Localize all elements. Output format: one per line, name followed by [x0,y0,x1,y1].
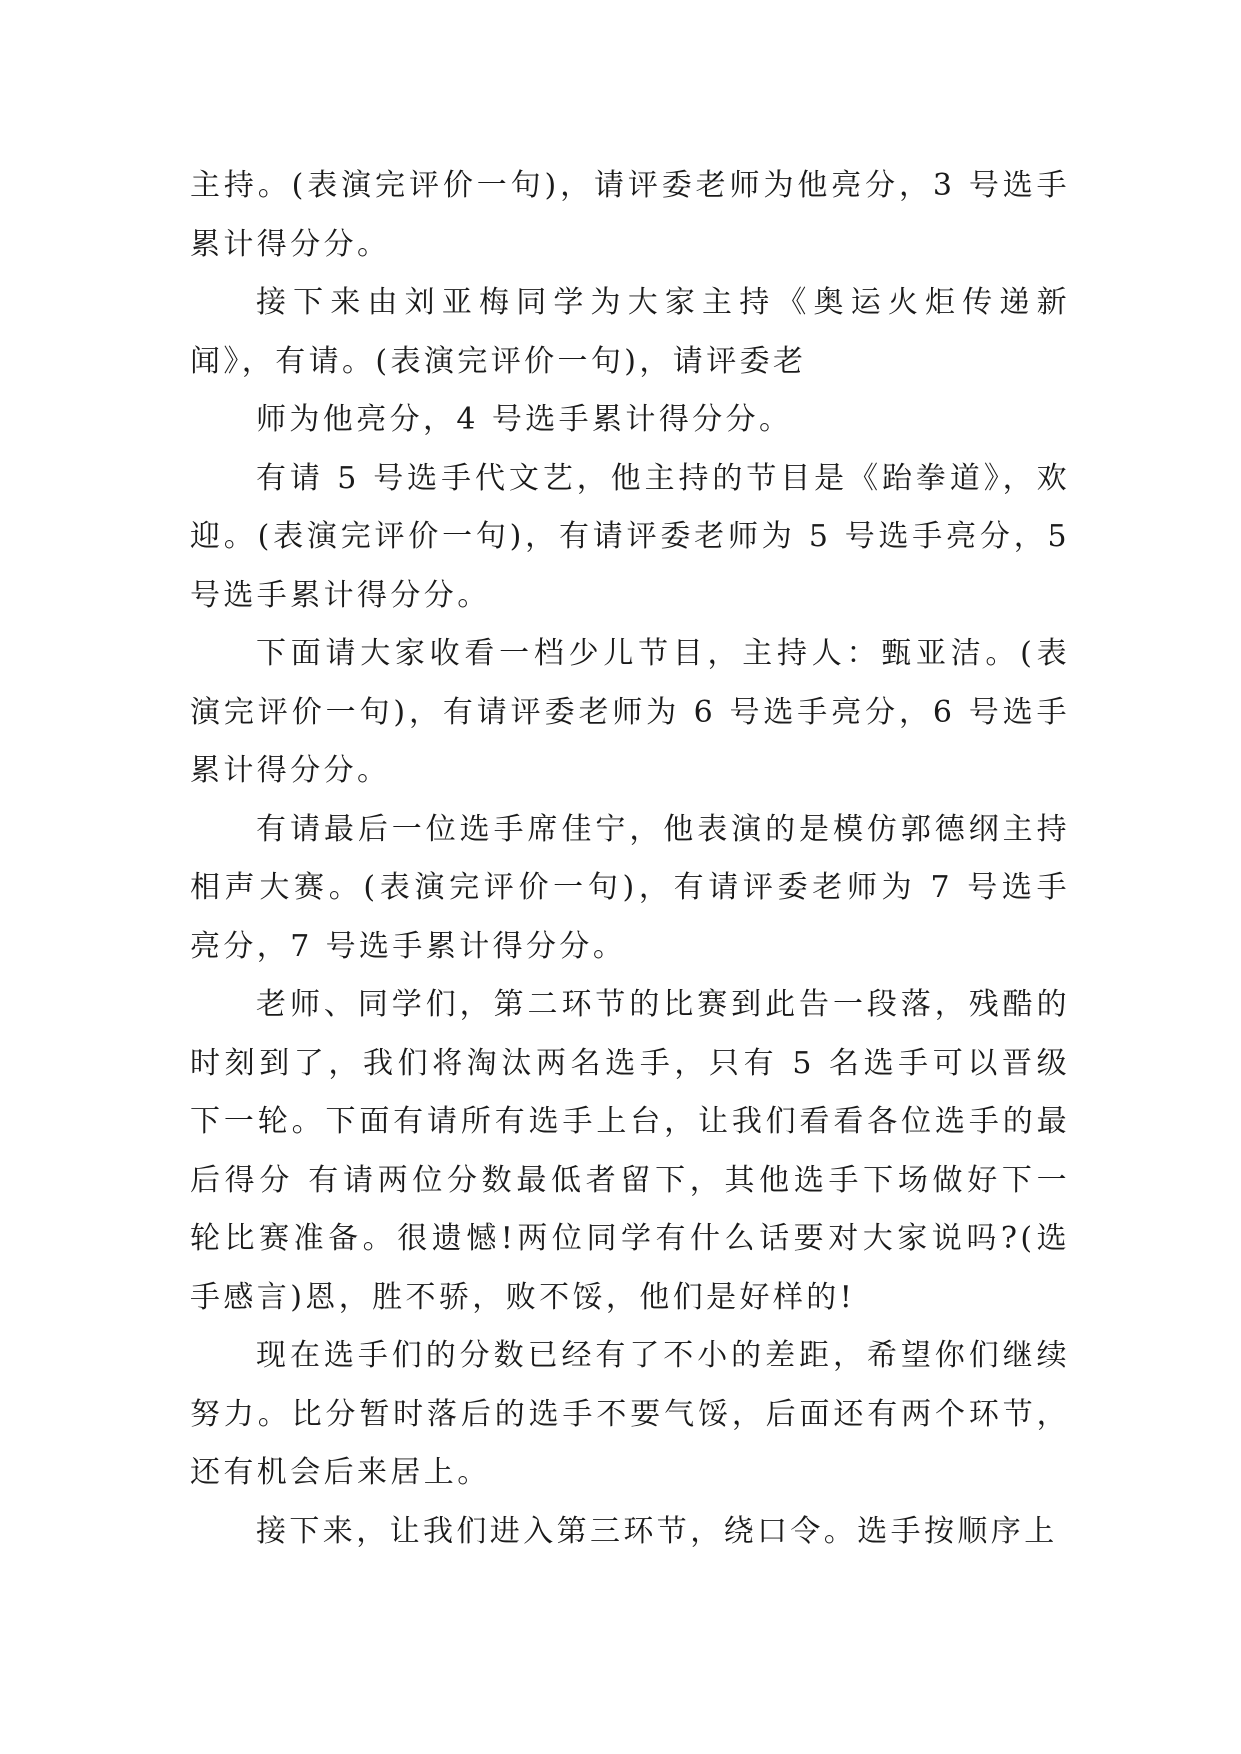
paragraph-elimination: 老师、同学们，第二环节的比赛到此告一段落，残酷的时刻到了，我们将淘汰两名选手，只有 5 名选手可以晋级下一轮。下面有请所有选手上台，让我们看看各位选手的最后得分 有请两位分数最低者留下，其他选手下场做好下一轮比赛准备。很遗憾!两位同学有什么话要对大家说吗?(选手感言)恩，胜不骄，败不馁，他们是好样的! [190,987,1070,1315]
paragraph-torch-news: 接下来由刘亚梅同学为大家主持《奥运火炬传递新闻》，有请。(表演完评价一句)，请评委老 [190,285,1070,379]
paragraph-contestant-5: 有请 5 号选手代文艺，他主持的节目是《跆拳道》，欢迎。(表演完评价一句)，有请评委老师为 5 号选手亮分，5 号选手累计得分分。 [190,460,1070,613]
paragraph-encouragement: 现在选手们的分数已经有了不小的差距，希望你们继续努力。比分暂时落后的选手不要气馁，后面还有两个环节，还有机会后来居上。 [190,1338,1070,1490]
paragraph-third-round: 接下来，让我们进入第三环节，绕口令。选手按顺序上 [256,1513,1058,1549]
paragraph-contestant-6: 下面请大家收看一档少儿节目，主持人：甄亚洁。(表演完评价一句)，有请评委老师为 6 号选手亮分，6 号选手累计得分分。 [190,636,1070,788]
paragraph-contestant-7: 有请最后一位选手席佳宁，他表演的是模仿郭德纲主持相声大赛。(表演完评价一句)，有请评委老师为 7 号选手亮分，7 号选手累计得分分。 [190,811,1070,964]
paragraph-score-4: 师为他亮分，4 号选手累计得分分。 [256,402,793,437]
document-body [190,157,1070,1561]
paragraph-host-score-3: 主持。(表演完评价一句)，请评委老师为他亮分，3 号选手累计得分分。 [190,168,1070,262]
